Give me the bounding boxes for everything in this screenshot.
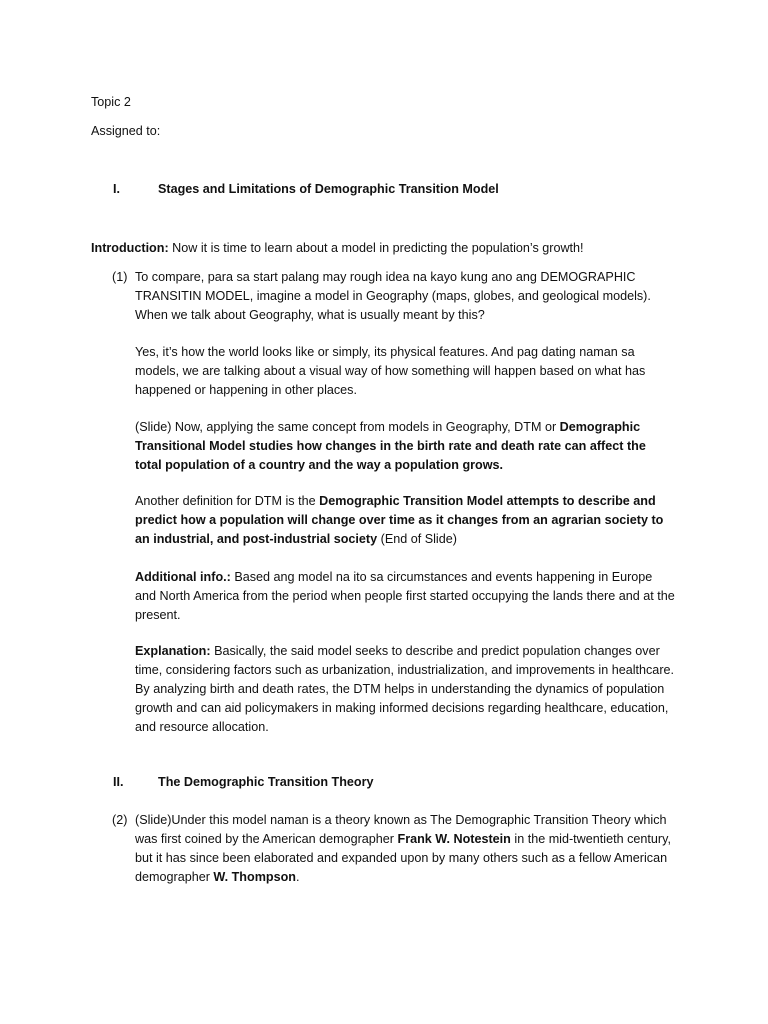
section-1-number: I. (113, 182, 120, 196)
explanation-label: Explanation: (135, 644, 211, 658)
section-2-number: II. (113, 775, 124, 789)
dtm-definition-bold: Demographic Transitional Model studies how changes in the birth rate and death rate can affect the total population of a country and the way a population grows. (135, 420, 646, 472)
item-2-number: (2) (112, 813, 128, 827)
thompson-name: W. Thompson (213, 870, 296, 884)
item-1-paragraph-5 (135, 568, 675, 625)
notestein-name: Frank W. Notestein (397, 832, 511, 846)
section-1-title: Stages and Limitations of Demographic Transition Model (158, 182, 499, 196)
theory-text-1: (Slide)Under this model naman is a theory known as The Demographic Transition Theory which was first coined by the American demographer (135, 813, 667, 846)
theory-text-3: . (295, 870, 300, 884)
slide-definition-text: (Slide) Now, applying the same concept from models in Geography, DTM or (135, 420, 560, 434)
additional-info-label: Additional info.: (135, 570, 231, 584)
end-of-slide-text: (End of Slide) (377, 532, 457, 546)
introduction-label: Introduction: (91, 241, 169, 255)
theory-text-2: in the mid-twentieth century, but it has since been elaborated and expanded upon by many others such as a fellow American demographer (135, 832, 671, 884)
section-2-title: The Demographic Transition Theory (158, 775, 374, 789)
item-1-paragraph-2: Yes, it’s how the world looks like or simply, its physical features. And pag dating naman sa models, we are talking about a visual way of how something will happen based on what has happened or happening in other places. (135, 345, 646, 397)
assigned-label: Assigned to: (91, 124, 161, 138)
item-1-paragraph-6 (135, 642, 675, 737)
dtm-second-definition-bold: Demographic Transition Model attempts to describe and predict how a population will change over time as it changes from an agrarian society to an industrial, and post-industrial society (135, 494, 664, 546)
item-1-number: (1) (112, 270, 128, 284)
introduction-text: Now it is time to learn about a model in predicting the population’s growth! (168, 241, 584, 255)
explanation-text: Basically, the said model seeks to describe and predict population changes over time, considering factors such as urbanization, industrialization, and improvements in healthcare. By analyzing birth and death rates, the DTM helps in understanding the dynamics of population growth and can aid policymakers in making informed decisions regarding healthcare, education, and resource allocation. (135, 644, 675, 734)
introduction (91, 239, 711, 258)
another-definition-text: Another definition for DTM is the (135, 494, 320, 508)
item-1-paragraph-3 (135, 418, 675, 475)
additional-info-text: Based ang model na ito sa circumstances and events happening in Europe and North America from the period when people first started occupying the lands there and at the present. (135, 570, 675, 622)
item-1-paragraph-1: To compare, para sa start palang may rough idea na kayo kung ano ang DEMOGRAPHIC TRANSITIN MODEL, imagine a model in Geography (maps, globes, and geological models). When we talk about Geography, what is usually meant by this? (135, 270, 651, 322)
item-1-paragraph-4 (135, 492, 675, 549)
item-2-paragraph (135, 811, 675, 887)
topic-label: Topic 2 (91, 95, 131, 109)
